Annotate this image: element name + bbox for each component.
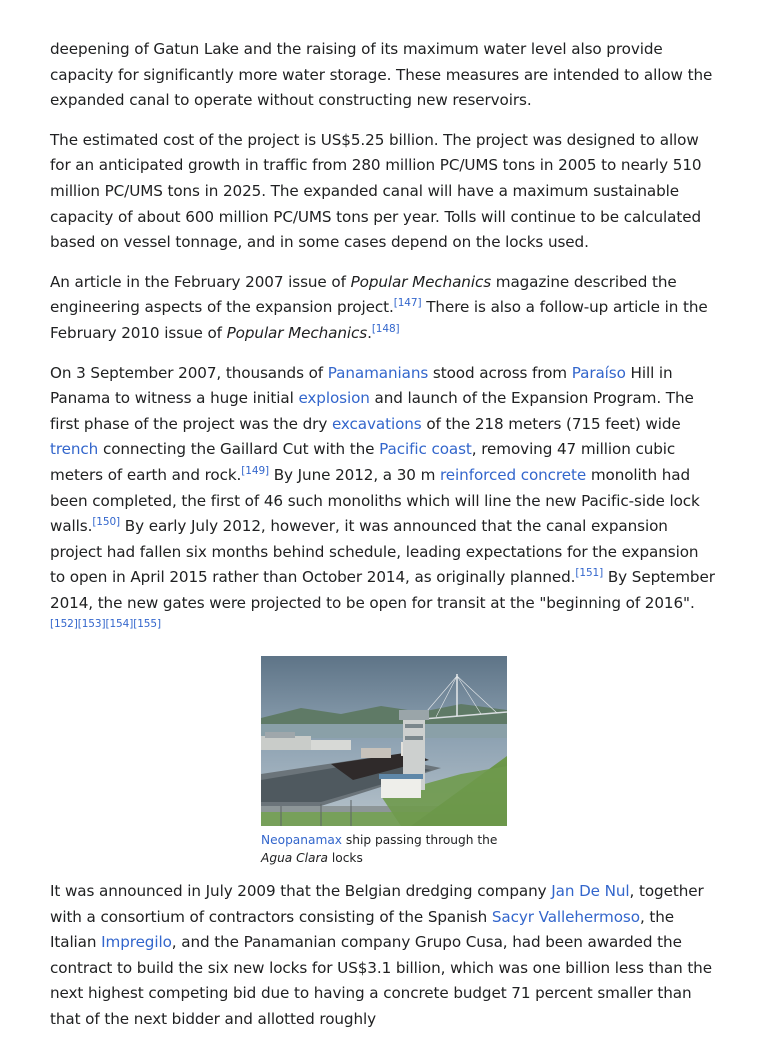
article-body xyxy=(50,37,718,1047)
paragraph-expansion-launch xyxy=(50,361,718,643)
citation-link[interactable]: [153] xyxy=(77,618,106,631)
text: stood across from xyxy=(428,363,572,382)
citation-link[interactable]: [155] xyxy=(133,618,161,631)
text: By September 2014, the new gates were projected to be open for transit at the "beginning of 2016". xyxy=(50,568,715,612)
link-explosion[interactable]: explosion xyxy=(298,389,370,408)
text: By June 2012, a 30 m xyxy=(269,465,440,484)
citation-154[interactable] xyxy=(105,618,133,630)
link-pacific-coast[interactable]: Pacific coast xyxy=(379,440,472,459)
paragraph-locks-contract xyxy=(50,879,718,1033)
link-neopanamax[interactable]: Neopanamax xyxy=(261,833,343,848)
citation-151[interactable] xyxy=(575,567,603,579)
text: , together with a consortium of contractors consisting of the Spanish xyxy=(50,882,704,926)
citation-link[interactable]: [147] xyxy=(393,297,422,310)
link-excavations[interactable]: excavations xyxy=(331,414,422,433)
text: , and the Panamanian company Grupo Cusa, had been awarded the contract to build the six new locks for US$3.1 billion, which was one billion less than the next highest competing bid due to having a concrete budget 71 percent smaller than that of the next bidder and allotted roughly xyxy=(50,933,712,1029)
citation-152[interactable] xyxy=(50,618,78,630)
citation-153[interactable] xyxy=(78,618,106,630)
paragraph-popular-mechanics xyxy=(50,270,718,347)
paragraph-water-storage xyxy=(50,37,718,114)
text: . xyxy=(367,323,372,342)
text: deepening of Gatun Lake and the raising of its maximum water level also provide capacity for significantly more water storage. These measures are intended to allow the expanded canal to operate without constructing new reservoirs. xyxy=(50,40,713,110)
text: By early July 2012, however, it was announced that the canal expansion project had fallen six months behind schedule, leading expectations for the expansion to open in April 2015 rather than October 2014, as originally planned. xyxy=(50,517,699,587)
link-impregilo[interactable]: Impregilo xyxy=(101,933,172,952)
text: magazine described the engineering aspects of the expansion project. xyxy=(50,272,677,317)
italic-title: Popular Mechanics xyxy=(226,323,368,342)
text: On 3 September 2007, thousands of xyxy=(50,363,328,382)
citation-148[interactable] xyxy=(372,323,400,335)
text: connecting the Gaillard Cut with the xyxy=(98,440,380,459)
caption-text: locks xyxy=(327,851,363,866)
link-paraiso[interactable]: Paraíso xyxy=(571,363,626,382)
citation-link[interactable]: [151] xyxy=(575,567,604,580)
citation-link[interactable]: [148] xyxy=(371,322,400,335)
citation-link[interactable]: [154] xyxy=(105,618,134,631)
citation-link[interactable]: [149] xyxy=(241,464,270,477)
caption-text: ship passing through the xyxy=(342,833,498,848)
link-reinforced-concrete[interactable]: reinforced concrete xyxy=(440,465,587,484)
figure-caption xyxy=(261,831,507,867)
link-sacyr-vallehermoso[interactable]: Sacyr Vallehermoso xyxy=(491,907,640,926)
text: An article in the February 2007 issue of xyxy=(50,272,351,291)
photo-agua-clara-locks[interactable] xyxy=(261,656,507,826)
link-panamanians[interactable]: Panamanians xyxy=(327,363,429,382)
text: and launch of the Expansion Program. The first phase of the project was the dry xyxy=(50,389,694,433)
citation-149[interactable] xyxy=(241,465,269,477)
citation-147[interactable] xyxy=(394,297,422,309)
link-jan-de-nul[interactable]: Jan De Nul xyxy=(551,882,630,901)
italic-title: Popular Mechanics xyxy=(350,272,492,291)
text: There is also a follow-up article in the February 2010 issue of xyxy=(50,298,708,342)
text: The estimated cost of the project is US$5.25 billion. The project was designed to allow for an anticipated growth in traffic from 280 million PC/UMS tons in 2005 to nearly 510 million PC/UMS tons in 2025. The expanded canal will have a maximum sustainable capacity of about 600 million PC/UMS tons per year. Tolls will continue to be calculated based on vessel tonnage, and in some cases depend on the locks used. xyxy=(50,130,702,252)
caption-italic: Agua Clara xyxy=(261,851,328,866)
text: Hill in Panama to witness a huge initial xyxy=(50,363,673,408)
text: , removing 47 million cubic meters of earth and rock. xyxy=(50,440,676,484)
citation-link[interactable]: [150] xyxy=(92,516,121,529)
citation-150[interactable] xyxy=(92,516,120,528)
citation-link[interactable]: [152] xyxy=(50,618,78,631)
text: monolith had been completed, the first of 46 such monoliths which will line the new Pacific-side lock walls. xyxy=(50,465,700,536)
text: , the Italian xyxy=(50,907,675,952)
text: It was announced in July 2009 that the Belgian dredging company xyxy=(50,882,552,901)
citation-155[interactable] xyxy=(133,618,161,630)
figure-agua-clara-locks xyxy=(261,656,507,867)
text: of the 218 meters (715 feet) wide xyxy=(421,414,681,433)
paragraph-estimated-cost xyxy=(50,128,718,256)
link-trench[interactable]: trench xyxy=(50,440,99,459)
